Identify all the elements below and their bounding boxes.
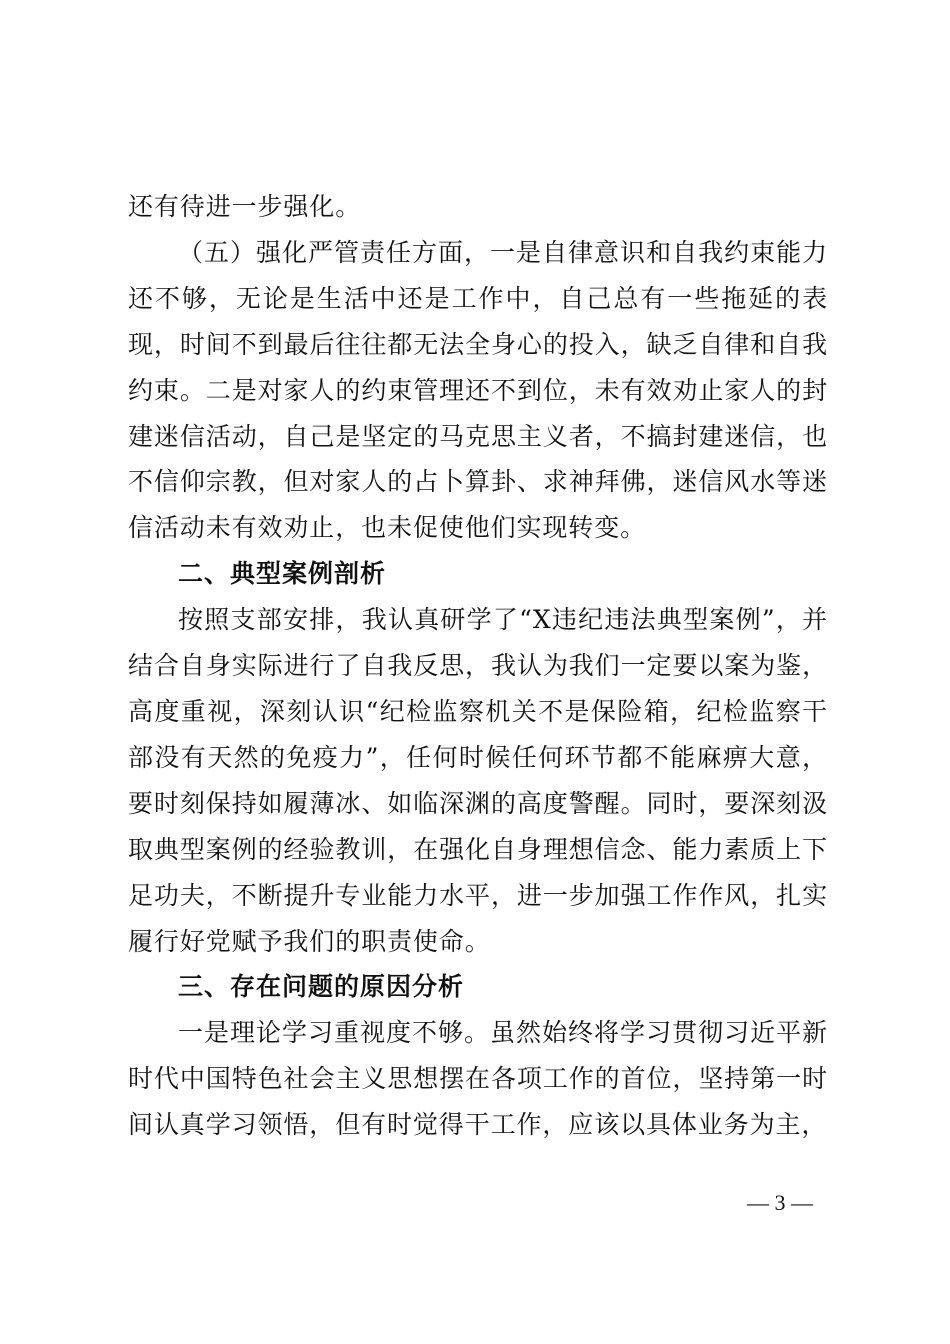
paragraph-continuation: 还有待进一步强化。 bbox=[128, 192, 362, 221]
paragraph-discipline-responsibility: （五）强化严管责任方面，一是自律意识和自我约束能力还不够，无论是生活中还是工作中，自己总有一些拖延的表现，时间不到最后往往都无法全身心的投入，缺乏自律和自我约束。二是对家人的约束管理还不到位，未有效劝止家人的封建迷信活动，自己是坚定的马克思主义者，不搞封建迷信，也不信仰宗教，但对家人的占卜算卦、求神拜佛，迷信风水等迷信活动未有效劝止，也未促使他们实现转变。 bbox=[128, 237, 828, 543]
paragraph-case-analysis: 按照支部安排，我认真研学了“X违纪违法典型案例”，并结合自身实际进行了自我反思，我认为我们一定要以案为鉴，高度重视，深刻认识“纪检监察机关不是保险箱，纪检监察干部没有天然的免疫力”，任何时候任何环节都不能麻痹大意，要时刻保持如履薄冰、如临深渊的高度警醒。同时，要深刻汲取典型案例的经验教训，在强化自身理想信念、能力素质上下足功夫，不断提升专业能力水平，进一步加强工作作风，扎实履行好党赋予我们的职责使命。 bbox=[128, 605, 828, 956]
section-heading-case-analysis: 二、典型案例剖析 bbox=[178, 559, 387, 589]
document-body bbox=[128, 184, 828, 1148]
section-heading-cause-analysis: 三、存在问题的原因分析 bbox=[178, 972, 465, 1002]
page-number: — 3 — bbox=[747, 1190, 813, 1215]
paragraph-theory-study: 一是理论学习重视度不够。虽然始终将学习贯彻习近平新时代中国特色社会主义思想摆在各项工作的首位，坚持第一时间认真学习领悟，但有时觉得干工作，应该以具体业务为主， bbox=[128, 1018, 828, 1140]
